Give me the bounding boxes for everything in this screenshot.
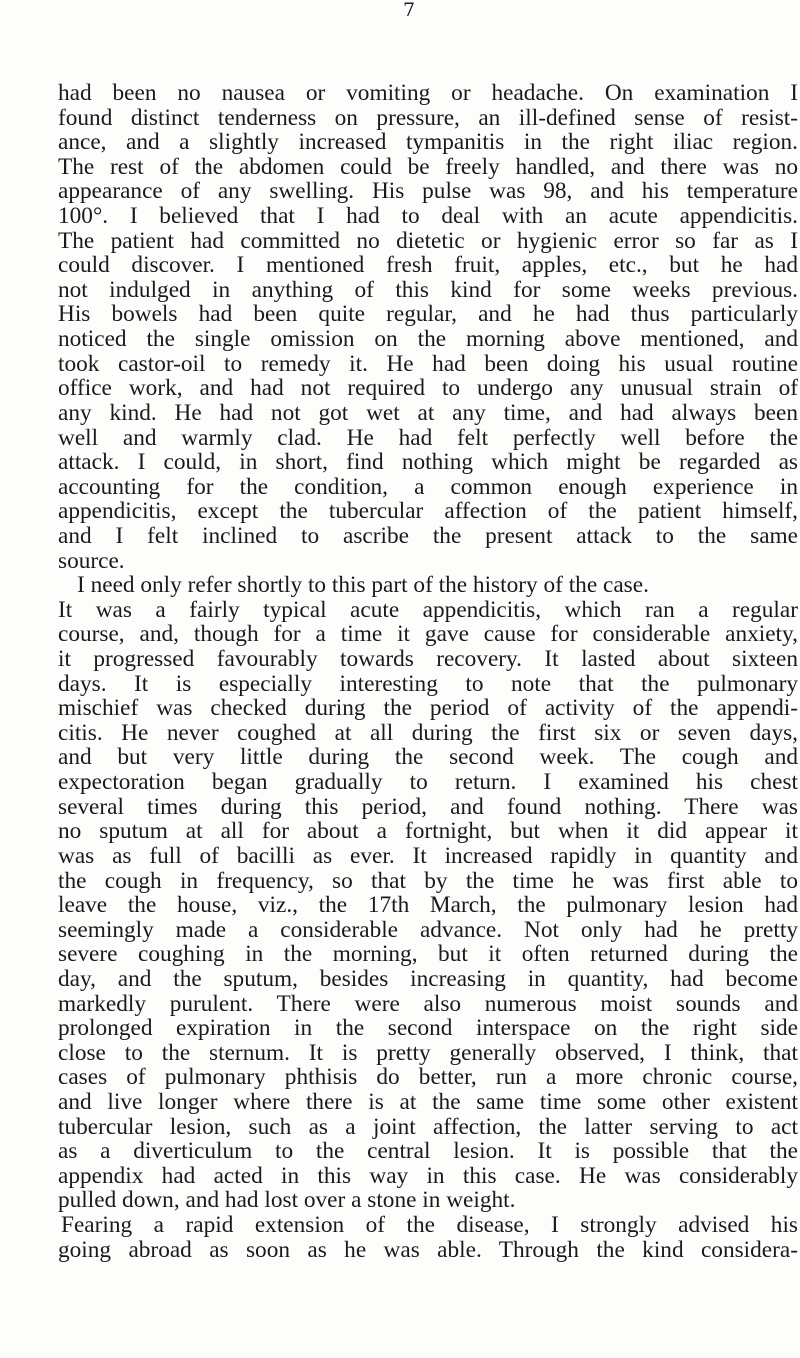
text-line: as a diverticulum to the central lesion. It is possible that the	[58, 1138, 798, 1165]
text-line: mischief was checked during the period of activity of the appendi-	[58, 695, 798, 722]
text-line: It was a fairly typical acute appendicitis, which ran a regular	[58, 596, 798, 623]
page-number: 7	[402, 0, 416, 21]
text-line: no sputum at all for about a fortnight, but when it did appear it	[58, 818, 798, 845]
text-line: The rest of the abdomen could be freely handled, and there was no	[58, 153, 798, 180]
text-line: appearance of any swelling. His pulse was 98, and his temperature	[58, 178, 798, 205]
text-line: citis. He never coughed at all during the first six or seven days,	[58, 719, 798, 746]
text-line: day, and the sputum, besides increasing in quantity, had become	[58, 965, 798, 992]
text-line: source.	[58, 547, 125, 574]
text-line: expectoration began gradually to return. I examined his chest	[58, 769, 798, 796]
text-line: ance, and a slightly increased tympanitis in the right iliac region.	[58, 129, 798, 156]
text-line: found distinct tenderness on pressure, an ill-defined sense of resist-	[58, 104, 798, 131]
text-line: prolonged expiration in the second interspace on the right side	[58, 1015, 798, 1042]
text-line: office work, and had not required to undergo any unusual strain of	[58, 375, 798, 402]
text-line: His bowels had been quite regular, and he had thus particularly	[58, 301, 798, 328]
text-line: accounting for the condition, a common enough experience in	[58, 473, 798, 500]
text-line: took castor-oil to remedy it. He had been doing his usual routine	[58, 350, 798, 377]
text-line: several times during this period, and found nothing. There was	[58, 793, 798, 820]
text-line: days. It is especially interesting to note that the pulmonary	[58, 670, 798, 697]
text-line: I need only refer shortly to this part of the history of the case.	[77, 572, 649, 599]
text-line: appendicitis, except the tubercular affection of the patient himself,	[58, 498, 798, 525]
text-line: had been no nausea or vomiting or headache. On examination I	[58, 80, 798, 106]
text-line: 100°. I believed that I had to deal with an acute appendicitis.	[58, 203, 798, 230]
text-line: not indulged in anything of this kind for some weeks previous.	[58, 276, 798, 303]
text-line: The patient had committed no dietetic or hygienic error so far as I	[58, 227, 798, 254]
text-line: and live longer where there is at the same time some other existent	[58, 1088, 798, 1115]
text-line: severe coughing in the morning, but it often returned during the	[58, 941, 798, 968]
text-line: could discover. I mentioned fresh fruit, apples, etc., but he had	[58, 252, 798, 279]
text-line: was as full of bacilli as ever. It increased rapidly in quantity and	[58, 842, 798, 869]
text-line: appendix had acted in this way in this case. He was considerably	[58, 1162, 798, 1189]
text-line: Fearing a rapid extension of the disease, I strongly advised his	[61, 1212, 798, 1239]
text-line: noticed the single omission on the morning above mentioned, and	[58, 326, 798, 353]
text-line: and but very little during the second week. The cough and	[58, 744, 798, 771]
text-line: any kind. He had not got wet at any time, and had always been	[58, 399, 798, 426]
text-line: attack. I could, in short, find nothing which might be regarded as	[58, 449, 798, 476]
text-line: well and warmly clad. He had felt perfectly well before the	[58, 424, 798, 451]
text-line: markedly purulent. There were also numerous moist sounds and	[58, 990, 798, 1017]
text-line: tubercular lesion, such as a joint affection, the latter serving to act	[58, 1113, 798, 1140]
text-line: seemingly made a considerable advance. Not only had he pretty	[58, 916, 798, 943]
text-line: close to the sternum. It is pretty generally observed, I think, that	[58, 1039, 798, 1066]
text-line: pulled down, and had lost over a stone in weight.	[58, 1187, 516, 1214]
text-line: the cough in frequency, so that by the time he was first able to	[58, 867, 798, 894]
text-line: cases of pulmonary phthisis do better, run a more chronic course,	[58, 1064, 798, 1091]
body-text	[58, 81, 798, 1262]
text-line: and I felt inclined to ascribe the present attack to the same	[58, 522, 798, 549]
text-line: course, and, though for a time it gave cause for considerable anxiety,	[58, 621, 798, 648]
text-line: it progressed favourably towards recovery. It lasted about sixteen	[58, 646, 798, 673]
text-line: leave the house, viz., the 17th March, the pulmonary lesion had	[58, 892, 798, 919]
text-line: going abroad as soon as he was able. Through the kind considera-	[58, 1236, 798, 1263]
